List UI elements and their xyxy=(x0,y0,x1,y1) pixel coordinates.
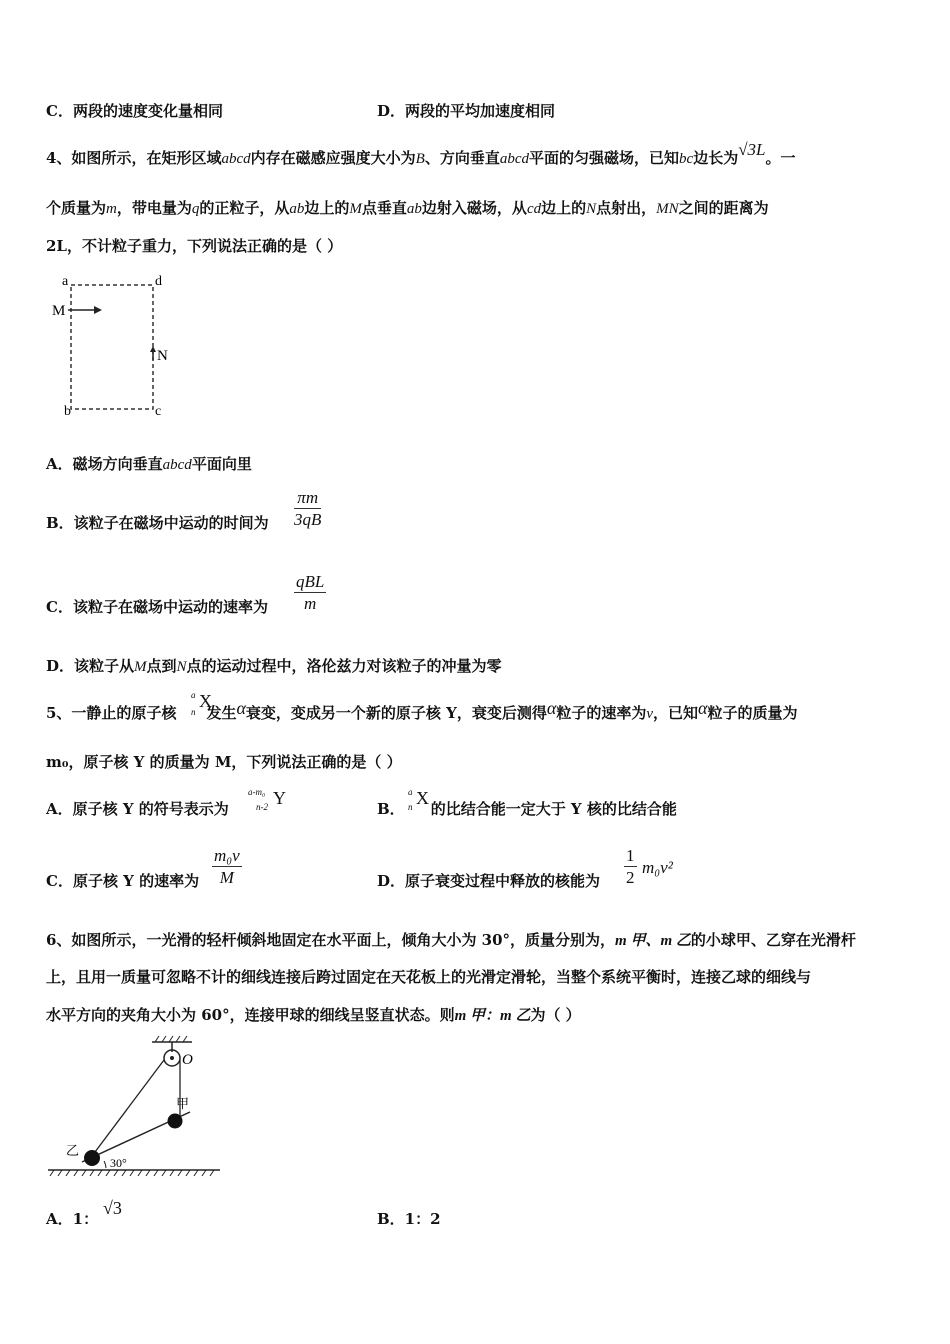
q5-option-a-mass: a-m₀ xyxy=(248,787,266,797)
q5-stem-nuclide-mass: a xyxy=(191,690,196,700)
angle-arc xyxy=(104,1161,106,1168)
q6-pulley-figure xyxy=(40,1034,230,1184)
q6-stem-line1: 6、如图所示，一光滑的轻杆倾斜地固定在水平面上，倾角大小为 30°，质量分别为，m 甲、m 乙的小球甲、乙穿在光滑杆 xyxy=(46,931,856,949)
q5-stem-line2: m₀，原子核 Y 的质量为 M，下列说法正确的是（ ） xyxy=(46,753,402,771)
q4-option-c-fraction: qBL m xyxy=(296,572,325,613)
q5-option-b-X: X xyxy=(416,788,429,808)
label-jia: 甲 xyxy=(176,1096,190,1111)
q4-option-b-fraction: $\frac{\pi m}{3qB}$ xyxy=(294,488,322,529)
q4-option-d: D．该粒子从M点到N点的运动过程中，洛伦兹力对该粒子的冲量为零 xyxy=(46,657,502,675)
q5-option-c-fraction: $\frac{\text{m₀v}}{M}$ xyxy=(214,846,240,887)
q5-stem-nuclide-charge: n xyxy=(191,707,196,717)
q5-option-d-energy: m₀v² xyxy=(642,858,673,877)
ceiling-hatch xyxy=(155,1036,187,1042)
q5-option-a: A．原子核 Y 的符号表示为 xyxy=(46,800,229,818)
q6-option-a: A．1： xyxy=(46,1210,99,1228)
ball-jia xyxy=(168,1114,183,1129)
ground-hatch xyxy=(50,1170,214,1176)
q4-rectangle-figure xyxy=(44,268,184,420)
pulley-axle xyxy=(170,1056,174,1060)
label-d: d xyxy=(155,274,162,289)
velocity-arrowhead xyxy=(94,306,102,314)
q5-option-c: C．原子核 Y 的速率为 xyxy=(46,872,200,890)
string-yi xyxy=(92,1060,164,1156)
ball-yi xyxy=(84,1150,100,1166)
q5-option-b-charge: n xyxy=(408,802,413,812)
q6-option-a-sqrt3: √3 xyxy=(103,1198,122,1218)
label-N: N xyxy=(157,348,168,364)
q5-option-b-mass: a xyxy=(408,787,413,797)
label-a: a xyxy=(62,274,69,289)
field-rectangle xyxy=(71,285,153,409)
q5-option-d-fraction: $\frac{1}{2}$ xyxy=(626,846,635,887)
q6-stem-line2: 上，且用一质量可忽略不计的细线连接后跨过固定在天花板上的光滑定滑轮，当整个系统平衡时，连接乙球的细线与 xyxy=(46,968,812,986)
label-M: M xyxy=(52,303,66,319)
label-O: O xyxy=(182,1052,193,1068)
q3-option-d: D．两段的平均加速度相同 xyxy=(377,102,556,120)
q3-option-c: C．两段的速度变化量相同 xyxy=(46,102,223,120)
label-yi: 乙 xyxy=(66,1143,80,1158)
q4-stem-line2: 个质量为m，带电量为q的正粒子，从ab边上的M点垂直ab边射入磁场，从cd边上的N点射出，MN之间的距离为 xyxy=(46,199,769,217)
q5-stem-nuclide-X: X xyxy=(199,691,212,711)
q4-option-b: B．该粒子在磁场中运动的时间为 xyxy=(46,514,269,532)
q4-option-c: C．该粒子在磁场中运动的速率为 xyxy=(46,598,268,616)
label-c: c xyxy=(155,404,162,419)
q5-option-a-charge: n-2 xyxy=(256,802,268,812)
label-b: b xyxy=(64,404,71,419)
q4-option-a: A．磁场方向垂直abcd平面向里 xyxy=(46,455,252,473)
q5-option-d: D．原子衰变过程中释放的核能为 xyxy=(377,872,601,890)
q5-option-a-Y: Y xyxy=(273,788,286,808)
q5-option-b: B． 的比结合能一定大于 Y 核的比结合能 xyxy=(377,800,677,818)
exit-arrowhead xyxy=(150,346,156,352)
q6-option-b: B．1：2 xyxy=(377,1210,441,1228)
label-angle: 30° xyxy=(110,1156,127,1170)
q4-stem-line1: 4、如图所示，在矩形区域abcd内存在磁感应强度大小为B、方向垂直abcd平面的匀强磁场，已知bc边长为√3L。一 xyxy=(46,140,796,167)
q4-stem-line3: 2L，不计粒子重力，下列说法正确的是（ ） xyxy=(46,237,343,255)
q5-stem-line1: 5、一静止的原子核 发生α衰变，变成另一个新的原子核 Y，衰变后测得α粒子的速率为v，已知α粒子的质量为 xyxy=(46,698,798,722)
q6-stem-line3: 水平方向的夹角大小为 60°，连接甲球的细线呈竖直状态。则m 甲：m 乙为（ ） xyxy=(46,1006,581,1024)
